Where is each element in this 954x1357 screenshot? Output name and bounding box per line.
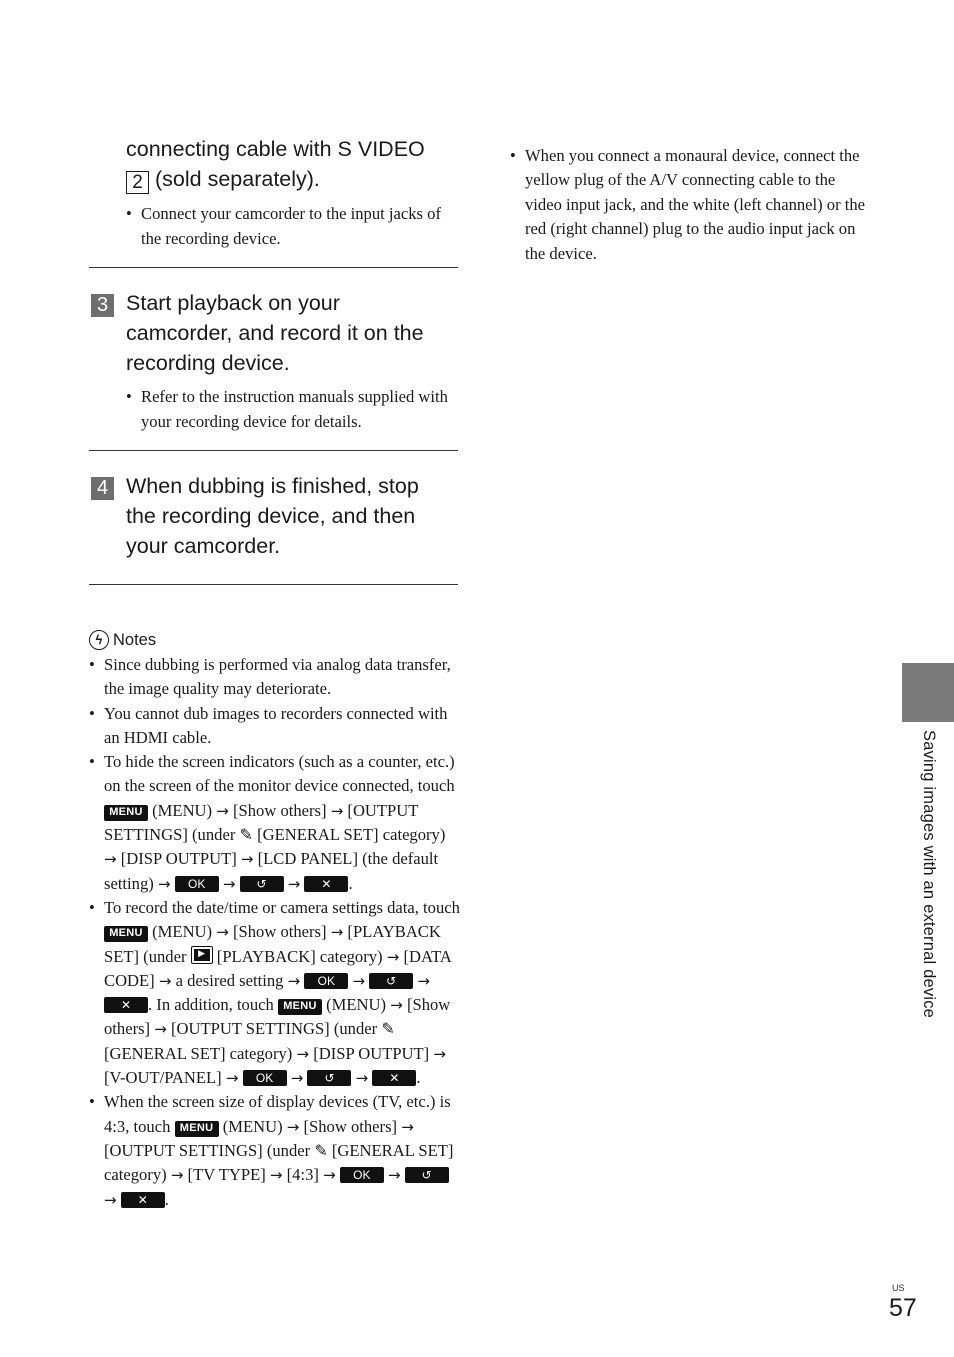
right-bullet <box>510 144 874 266</box>
arrow-icon: → <box>387 1166 401 1185</box>
step3-bullet-text: Refer to the instruction manuals supplied with your recording device for details. <box>141 387 448 431</box>
arrow-icon: → <box>158 971 172 990</box>
note-text: To record the date/time or camera settings data, touch <box>104 897 460 917</box>
note-item: • To record the date/time or camera settings data, touch MENU (MENU) → [Show others] → [PLAYBACK SET] (under ▶ [PLAYBACK] category) → [DATA CODE] → a desired setting → OK → ↺ → ✕ . In addition, touch MENU (MENU) → [Show others] → [OUTPUT SETTINGS] (under ✎ [GENERAL SET] category) → [DISP OUTPUT] → [V-OUT/PANEL] → OK → ↺ → ✕ . <box>89 897 460 1088</box>
close-button-icon: ✕ <box>121 1192 165 1208</box>
menu-button-icon: MENU <box>175 1121 219 1137</box>
bullet-dot: • <box>89 752 95 772</box>
note-text: You cannot dub images to recorders connected with an HDMI cable. <box>104 703 448 747</box>
note-text: . In addition, touch <box>148 995 274 1015</box>
page-number: 57 <box>889 1294 917 1322</box>
divider <box>89 450 458 451</box>
bullet-dot: • <box>510 146 516 165</box>
notes-title <box>89 628 156 652</box>
step2-box-number: 2 <box>126 171 149 194</box>
menu-button-icon: MENU <box>104 926 148 942</box>
note-text: a desired setting <box>175 970 284 990</box>
note-text: [GENERAL SET] category) <box>104 1043 293 1063</box>
arrow-icon: → <box>390 996 403 1015</box>
arrow-icon: → <box>330 801 344 820</box>
wrench-icon: ✎ <box>381 1019 395 1039</box>
arrow-icon: → <box>104 1190 117 1209</box>
note-text: [PLAYBACK] category) <box>216 946 383 966</box>
right-bullet-text: When you connect a monaural device, connect the yellow plug of the A/V connecting cable to the video input jack, and the white (left channel) or the red (right channel) plug to the audio input jack on the device. <box>525 146 866 263</box>
arrow-icon: → <box>286 1117 300 1136</box>
note-item <box>89 702 461 751</box>
note-text: [OUTPUT SETTINGS] (under <box>104 800 419 845</box>
arrow-icon: → <box>225 1069 239 1088</box>
arrow-icon: → <box>104 850 117 869</box>
step2-heading-line2: (sold separately). <box>155 166 320 191</box>
arrow-icon: → <box>290 1069 304 1088</box>
close-button-icon: ✕ <box>104 997 148 1013</box>
right-column <box>510 144 874 266</box>
arrow-icon: → <box>386 947 400 966</box>
arrow-icon: → <box>417 971 430 990</box>
note-item: • When the screen size of display devices (TV, etc.) is 4:3, touch MENU (MENU) → [Show others] → [OUTPUT SETTINGS] (under ✎ [GENERAL SET] category) → [TV TYPE] → [4:3] → OK → ↺ → ✕ . <box>89 1092 454 1209</box>
close-button-icon: ✕ <box>304 876 348 892</box>
arrow-icon: → <box>323 1166 336 1185</box>
divider <box>89 584 458 585</box>
return-button-icon: ↺ <box>369 973 413 989</box>
bullet-dot: • <box>126 204 132 223</box>
step3-heading: Start playback on your camcorder, and record it on the recording device. <box>126 291 424 375</box>
note-text: [4:3] <box>286 1165 319 1185</box>
arrow-icon: → <box>269 1166 283 1185</box>
step4-number: 4 <box>91 477 114 500</box>
wrench-icon: ✎ <box>239 825 253 845</box>
playback-glyph: ▶ <box>194 949 210 961</box>
note-text: [TV TYPE] <box>187 1165 266 1185</box>
arrow-icon: → <box>157 874 171 893</box>
menu-button-icon: MENU <box>104 805 148 821</box>
note-text: (MENU) <box>222 1116 283 1136</box>
step3-number: 3 <box>91 294 114 317</box>
note-text: (MENU) <box>152 800 213 820</box>
step3-bullets <box>126 385 456 434</box>
step2-bullet-text: Connect your camcorder to the input jacks of the recording device. <box>141 204 441 248</box>
note-text: [DISP OUTPUT] <box>120 849 237 869</box>
arrow-icon: → <box>330 923 344 942</box>
arrow-icon: → <box>222 874 236 893</box>
wrench-icon: ✎ <box>314 1140 328 1160</box>
return-button-icon: ↺ <box>240 876 284 892</box>
step2-bullets <box>126 202 461 251</box>
note-text: [PLAYBACK SET] (under <box>104 922 441 966</box>
arrow-icon: → <box>170 1166 184 1185</box>
arrow-icon: → <box>433 1044 446 1063</box>
bullet-dot: • <box>89 703 95 723</box>
ok-button-icon: OK <box>243 1070 287 1086</box>
ok-button-icon: OK <box>175 876 219 892</box>
step2-heading-line1: connecting cable with S VIDEO <box>126 137 425 161</box>
divider <box>89 267 458 268</box>
return-button-icon: ↺ <box>405 1167 449 1183</box>
note-text: [DATA CODE] <box>104 946 451 990</box>
arrow-icon: → <box>296 1044 310 1063</box>
close-button-icon: ✕ <box>372 1070 416 1086</box>
arrow-icon: → <box>154 1020 167 1039</box>
step2-heading <box>126 135 466 195</box>
note-text: [Show others] <box>104 995 451 1039</box>
notes-warning-icon: ϟ <box>89 630 109 650</box>
step2-heading-line2-wrap <box>126 165 466 195</box>
arrow-icon: → <box>216 923 229 942</box>
note-text: (MENU) <box>152 922 213 942</box>
arrow-icon: → <box>355 1069 369 1088</box>
notes-title-text: Notes <box>113 631 157 649</box>
arrow-icon: → <box>352 971 366 990</box>
page-region: US <box>892 1283 905 1293</box>
note-text: [DISP OUTPUT] <box>313 1043 430 1063</box>
note-text: [OUTPUT SETTINGS] (under <box>170 1019 378 1039</box>
playback-icon <box>191 946 213 964</box>
ok-button-icon: OK <box>304 973 348 989</box>
step3-bullet <box>126 385 456 434</box>
note-text: [OUTPUT SETTINGS] (under <box>104 1140 311 1160</box>
note-text: [GENERAL SET] category) <box>104 1140 454 1185</box>
bullet-dot: • <box>89 1092 95 1112</box>
note-text: [V-OUT/PANEL] <box>104 1068 222 1088</box>
note-text: [GENERAL SET] category) <box>257 825 446 845</box>
note-item <box>89 653 461 702</box>
arrow-icon: → <box>287 874 301 893</box>
note-item: • To hide the screen indicators (such as a counter, etc.) on the screen of the monitor device connected, touch MENU (MENU) → [Show others] → [OUTPUT SETTINGS] (under ✎ [GENERAL SET] category) → [DISP OUTPUT] → [LCD PANEL] (the default setting) → OK → ↺ → ✕ . <box>89 752 455 893</box>
bullet-dot: • <box>89 655 95 674</box>
note-text: Since dubbing is performed via analog data transfer, the image quality may deteriorate. <box>104 655 451 699</box>
note-text: (MENU) <box>326 995 387 1015</box>
bullet-dot: • <box>126 387 132 406</box>
step4-heading: When dubbing is finished, stop the recording device, and then your camcorder. <box>126 474 419 558</box>
arrow-icon: → <box>401 1117 414 1136</box>
note-text: To hide the screen indicators (such as a counter, etc.) on the screen of the monitor device connected, touch <box>104 752 455 796</box>
arrow-icon: → <box>287 971 301 990</box>
arrow-icon: → <box>240 850 254 869</box>
menu-button-icon: MENU <box>278 999 322 1015</box>
note-text: [Show others] <box>303 1116 398 1136</box>
notes-list <box>89 653 461 1212</box>
side-tab <box>902 663 954 722</box>
note-text: [LCD PANEL] (the default setting) <box>104 849 439 893</box>
note-text: When the screen size of display devices (TV, etc.) is 4:3, touch <box>104 1092 451 1136</box>
note-text: [Show others] <box>232 800 327 820</box>
bullet-dot: • <box>89 897 95 917</box>
ok-button-icon: OK <box>340 1167 384 1183</box>
note-text: [Show others] <box>232 922 327 942</box>
arrow-icon: → <box>216 801 229 820</box>
side-tab-label: Saving images with an external device <box>920 730 938 1019</box>
step2-bullet <box>126 202 461 251</box>
return-button-icon: ↺ <box>307 1070 351 1086</box>
